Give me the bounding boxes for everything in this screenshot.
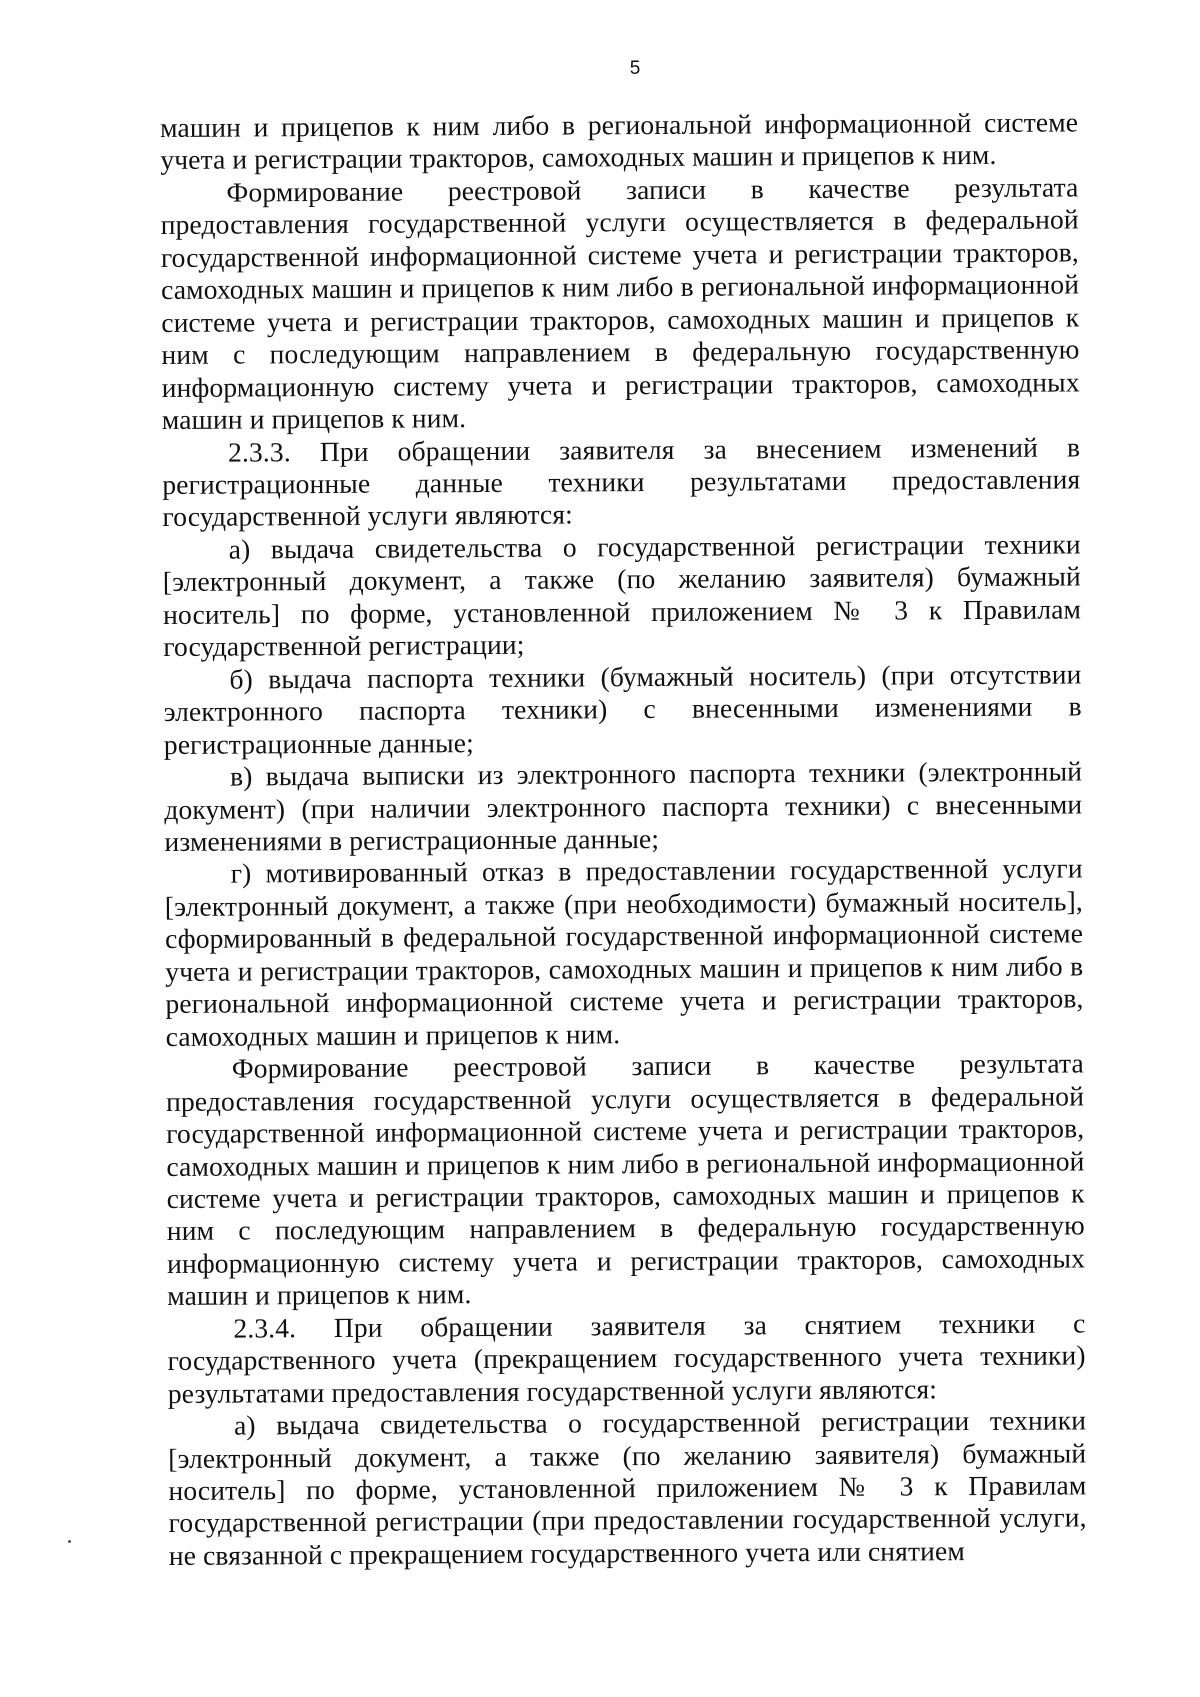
document-body bbox=[160, 106, 1087, 1572]
page-number: 5 bbox=[629, 58, 641, 79]
paragraph-item-v-extract: в) выдача выписки из электронного паспорта техники (электронный документ) (при наличии электронного паспорта техники) с внесенными изменениями в регистрационные данные; bbox=[164, 755, 1083, 857]
paragraph-section-2-3-4: 2.3.4. При обращении заявителя за снятием техники с государственного учета (прекращением государственного учета техники) результатами предоставления государственной услуги являются: bbox=[167, 1307, 1086, 1409]
paragraph-continuation: машин и прицепов к ним либо в региональной информационной системе учета и регистрации тракторов, самоходных машин и прицепов к ним. bbox=[160, 106, 1079, 176]
scan-speck bbox=[68, 1540, 71, 1543]
paragraph-item-g-refusal: г) мотивированный отказ в предоставлении государственной услуги [электронный документ, а также (при необходимости) бумажный носитель], сформированный в федеральной государственной информационной системе учета и регистрации тракторов, самоходных машин и прицепов к ним либо в региональной информационной системе учета и регистрации тракторов, самоходных машин и прицепов к ним. bbox=[164, 852, 1084, 1052]
paragraph-registry-record-1: Формирование реестровой записи в качестве результата предоставления государственной услуги осуществляется в федеральной государственной информационной системе учета и регистрации тракторов, самоходных машин и прицепов к ним либо в региональной информационной системе учета и регистрации тракторов, самоходных машин и прицепов к ним с последующим направлением в федеральную государственную информационную систему учета и регистрации тракторов, самоходных машин и прицепов к ним. bbox=[160, 171, 1080, 436]
paragraph-item-a-certificate: а) выдача свидетельства о государственной регистрации техники [электронный документ, а также (по желанию заявителя) бумажный носитель] по форме, установленной приложением № 3 к Правилам государственной регистрации; bbox=[162, 528, 1082, 663]
paragraph-item-a-certificate-deregistration: а) выдача свидетельства о государственной регистрации техники [электронный документ, а также (по желанию заявителя) бумажный носитель] по форме, установленной приложением № 3 к Правилам государственной регистрации (при предоставлении государственной услуги, не связанной с прекращением государственного учета или снятием bbox=[168, 1404, 1087, 1571]
paragraph-item-b-passport: б) выдача паспорта техники (бумажный носитель) (при отсутствии электронного паспорта техники) с внесенными изменениями в регистрационные данные; bbox=[163, 658, 1082, 760]
paragraph-section-2-3-3: 2.3.3. При обращении заявителя за внесением изменений в регистрационные данные техники результатами предоставления государственной услуги являются: bbox=[162, 430, 1081, 533]
paragraph-registry-record-2: Формирование реестровой записи в качестве результата предоставления государственной услуги осуществляется в федеральной государственной информационной системе учета и регистрации тракторов, самоходных машин и прицепов к ним либо в региональной информационной системе учета и регистрации тракторов, самоходных машин и прицепов к ним с последующим направлением в федеральную государственную информационную систему учета и регистрации тракторов, самоходных машин и прицепов к ним. bbox=[165, 1047, 1086, 1312]
